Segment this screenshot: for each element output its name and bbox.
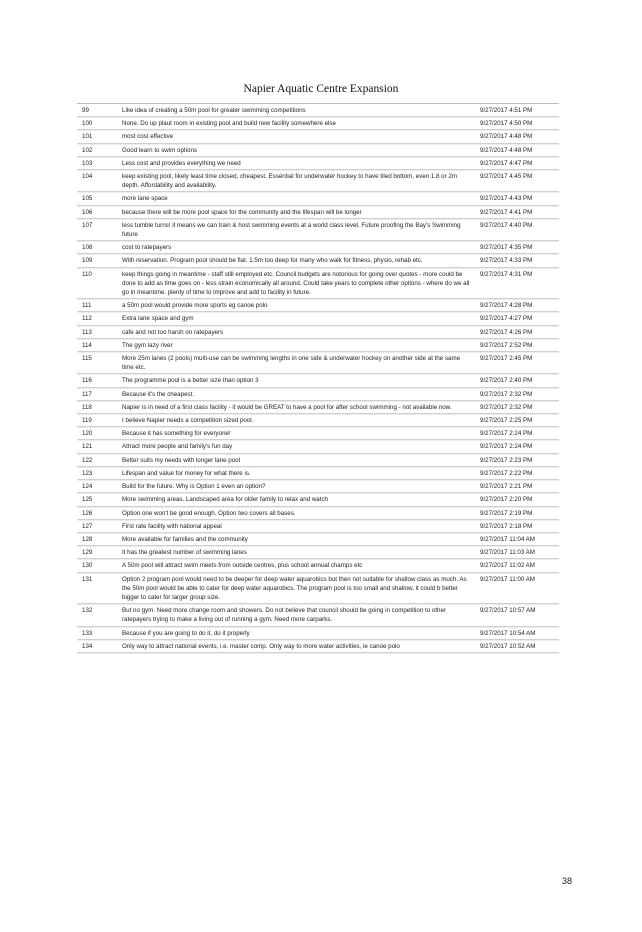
table-row xyxy=(77,254,559,267)
response-number: 125 xyxy=(82,496,93,504)
response-text: I believe Napier needs a competition sized pool. xyxy=(122,417,254,425)
table-row xyxy=(77,117,559,130)
response-date: 9/27/2017 11:00 AM xyxy=(480,575,535,583)
response-text: Attract more people and family's fun day xyxy=(122,443,233,451)
response-date: 9/27/2017 4:45 PM xyxy=(480,173,533,181)
response-date: 9/27/2017 4:27 PM xyxy=(480,315,533,323)
response-number: 106 xyxy=(82,208,93,216)
response-text: None. Do up plaut room in existing pool and build new facility somewhere else xyxy=(122,120,336,128)
response-text: most cost effective xyxy=(122,133,174,141)
response-date: 9/27/2017 2:45 PM xyxy=(480,355,533,363)
response-date: 9/27/2017 2:21 PM xyxy=(480,483,533,491)
response-number: 107 xyxy=(82,221,93,229)
response-date: 9/27/2017 4:26 PM xyxy=(480,328,533,336)
response-number: 105 xyxy=(82,195,93,203)
table-row xyxy=(77,427,559,440)
response-text: Lifespan and value for money for what there is. xyxy=(122,469,251,477)
response-number: 131 xyxy=(82,575,93,583)
response-date: 9/27/2017 2:52 PM xyxy=(480,341,533,349)
table-row xyxy=(77,144,559,157)
response-number: 108 xyxy=(82,244,93,252)
response-text: less tumble turns! it means we can train & host swimming events at a world class level. Future proofing the Bay's Swimming future xyxy=(122,221,461,239)
response-text: Because if you are going to do it, do it properly xyxy=(122,629,250,637)
response-number: 116 xyxy=(82,377,92,385)
response-number: 129 xyxy=(82,549,93,557)
response-number: 130 xyxy=(82,562,93,570)
table-row xyxy=(77,339,559,352)
response-number: 110 xyxy=(82,270,92,278)
table-row xyxy=(77,299,559,312)
response-date: 9/27/2017 4:35 PM xyxy=(480,244,533,252)
table-row xyxy=(77,627,559,640)
response-date: 9/27/2017 4:33 PM xyxy=(480,257,533,265)
response-number: 123 xyxy=(82,469,93,477)
response-date: 9/27/2017 2:25 PM xyxy=(480,417,533,425)
response-date: 9/27/2017 2:32 PM xyxy=(480,403,533,411)
response-number: 103 xyxy=(82,159,93,167)
table-row xyxy=(77,573,559,605)
table-row xyxy=(77,374,559,387)
response-number: 122 xyxy=(82,456,93,464)
response-text: Napier is in need of a first class facility - it would be GREAT to have a pool for after school swimming - not available now. xyxy=(122,403,452,411)
response-text: Option 2 program pool would need to be deeper for deep water aquarobics but then not suitable for shallow class as much. As the 50m pool would be able to cater for deep water aquarobics. The program pool is too small and shallow, it could b better bigger to cater for larger group size. xyxy=(122,575,467,601)
response-text: More available for families and the community xyxy=(122,535,248,543)
table-row xyxy=(77,157,559,170)
response-number: 113 xyxy=(82,328,92,336)
response-text: It has the greatest number of swimming lanes xyxy=(122,549,247,557)
table-row xyxy=(77,467,559,480)
response-date: 9/27/2017 2:23 PM xyxy=(480,456,533,464)
response-number: 101 xyxy=(82,133,93,141)
response-date: 9/27/2017 2:40 PM xyxy=(480,377,533,385)
response-number: 119 xyxy=(82,417,92,425)
response-date: 9/27/2017 4:28 PM xyxy=(480,302,533,310)
responses-table xyxy=(77,103,559,653)
table-row xyxy=(77,219,559,241)
response-number: 117 xyxy=(82,390,92,398)
response-date: 9/27/2017 4:31 PM xyxy=(480,270,533,278)
response-date: 9/27/2017 4:40 PM xyxy=(480,221,533,229)
response-date: 9/27/2017 4:50 PM xyxy=(480,120,533,128)
response-text: Option one won't be good enough. Option two covers all bases. xyxy=(122,509,296,517)
response-number: 104 xyxy=(82,173,93,181)
response-number: 134 xyxy=(82,642,93,650)
response-date: 9/27/2017 11:02 AM xyxy=(480,562,535,570)
response-date: 9/27/2017 2:24 PM xyxy=(480,430,533,438)
table-row xyxy=(77,546,559,559)
response-date: 9/27/2017 11:03 AM xyxy=(480,549,535,557)
response-number: 112 xyxy=(82,315,92,323)
table-row xyxy=(77,401,559,414)
response-number: 111 xyxy=(82,302,92,310)
page-title: Napier Aquatic Centre Expansion xyxy=(243,83,399,95)
table-row xyxy=(77,241,559,254)
response-date: 9/27/2017 2:32 PM xyxy=(480,390,533,398)
response-number: 102 xyxy=(82,146,93,154)
response-text: First rate facility with national appeal xyxy=(122,522,222,530)
response-text: keep existing pool, likely least time closed, cheapest. Essential for underwater hockey to have tiled bottom, even 1.8 or 2m depth. Affordability and availability. xyxy=(122,173,457,190)
response-date: 9/27/2017 4:48 PM xyxy=(480,146,533,154)
response-text: Only way to attract national events, i.e. master comp. Only way to more water activities, ie canoe polo xyxy=(122,642,400,650)
response-text: More 25m lanes (2 pools) multi-use can be swimming lengths in one side & underwater hockey on another side at the same time etc. xyxy=(122,355,461,372)
table-row xyxy=(77,104,559,117)
response-number: 132 xyxy=(82,607,93,615)
response-number: 109 xyxy=(82,257,93,265)
response-date: 9/27/2017 11:04 AM xyxy=(480,535,535,543)
table-row xyxy=(77,388,559,401)
response-number: 127 xyxy=(82,522,93,530)
table-row xyxy=(77,640,559,653)
table-row xyxy=(77,130,559,143)
table-row xyxy=(77,604,559,626)
response-date: 9/27/2017 10:57 AM xyxy=(480,607,536,615)
response-number: 115 xyxy=(82,355,92,363)
response-date: 9/27/2017 2:19 PM xyxy=(480,509,533,517)
response-number: 120 xyxy=(82,430,93,438)
table-row xyxy=(77,480,559,493)
table-row xyxy=(77,206,559,219)
response-date: 9/27/2017 2:20 PM xyxy=(480,496,533,504)
table-row xyxy=(77,192,559,205)
response-text: But no gym. Need more change room and showers. Do not believe that council should be going in competition to other ratepayers trying to make a living out of running a gym. Need more carparks. xyxy=(122,607,447,624)
response-number: 99 xyxy=(82,107,89,114)
response-text: Because it has something for everyone! xyxy=(122,430,231,438)
table-row xyxy=(77,312,559,325)
response-text: Good learn to swim options xyxy=(122,146,197,154)
table-row xyxy=(77,559,559,572)
response-date: 9/27/2017 10:54 AM xyxy=(480,629,536,637)
response-date: 9/27/2017 4:51 PM xyxy=(480,107,533,114)
response-date: 9/27/2017 4:41 PM xyxy=(480,208,533,216)
response-date: 9/27/2017 10:52 AM xyxy=(480,642,536,650)
response-text: because there will be more pool space for the community and the lifespan will be longer xyxy=(122,208,362,216)
response-number: 118 xyxy=(82,403,92,411)
table-row xyxy=(77,268,559,300)
table-row xyxy=(77,440,559,453)
page-number: 38 xyxy=(562,876,573,886)
response-number: 133 xyxy=(82,629,93,637)
response-date: 9/27/2017 4:48 PM xyxy=(480,133,533,141)
response-date: 9/27/2017 2:18 PM xyxy=(480,522,533,530)
response-number: 128 xyxy=(82,535,93,543)
response-text: The programme pool is a better size than option 3 xyxy=(122,377,259,385)
response-text: Extra lane space and gym xyxy=(122,315,194,323)
response-text: a 50m pool would provide more sports eg canoe polo xyxy=(122,302,268,310)
response-number: 121 xyxy=(82,443,93,451)
response-text: Better suits my needs with longer lane pool xyxy=(122,456,240,464)
response-text: The gym lazy river xyxy=(122,341,173,349)
table-row xyxy=(77,170,559,192)
response-text: Because it's the cheapest. xyxy=(122,390,195,398)
response-text: More swimming areas. Landscaped area for older family to relax and watch xyxy=(122,496,329,504)
response-text: Like idea of creating a 50m pool for greater swimming competitions xyxy=(122,107,306,114)
response-date: 9/27/2017 4:47 PM xyxy=(480,159,533,167)
response-text: Build for the future. Why is Option 1 even an option? xyxy=(122,483,266,491)
response-text: keep things going in meantime - staff still employed etc. Council budgets are notorious for going over quotes - more could be done to add as time goes on - less strain economically all around. Could take years to complete other options - where do we all go in meantime. plenty of time to improve and add to facility in future. xyxy=(122,270,470,297)
response-number: 126 xyxy=(82,509,93,517)
response-number: 100 xyxy=(82,120,93,128)
response-number: 114 xyxy=(82,341,92,349)
response-date: 9/27/2017 2:24 PM xyxy=(480,443,533,451)
response-text: With reservation. Program pool should be flat. 1.5m too deep for many who walk for fitness, physio, rehab etc. xyxy=(122,257,423,265)
response-number: 124 xyxy=(82,483,93,491)
response-date: 9/27/2017 4:43 PM xyxy=(480,195,533,203)
table-row xyxy=(77,326,559,339)
table-row xyxy=(77,520,559,533)
table-row xyxy=(77,533,559,546)
response-text: more lane space xyxy=(122,195,168,203)
table-row xyxy=(77,507,559,520)
response-text: Less cost and provides everything we need xyxy=(122,159,241,167)
table-row xyxy=(77,493,559,506)
table-row xyxy=(77,454,559,467)
table-row xyxy=(77,352,559,374)
response-date: 9/27/2017 2:22 PM xyxy=(480,469,533,477)
response-text: cost to ratepayers xyxy=(122,244,172,252)
response-text: cafe and not too harsh on ratepayers xyxy=(122,328,224,336)
table-row xyxy=(77,414,559,427)
response-text: A 50m pool will attract swim meets from outside centres, plus school annual champs etc xyxy=(122,562,363,570)
